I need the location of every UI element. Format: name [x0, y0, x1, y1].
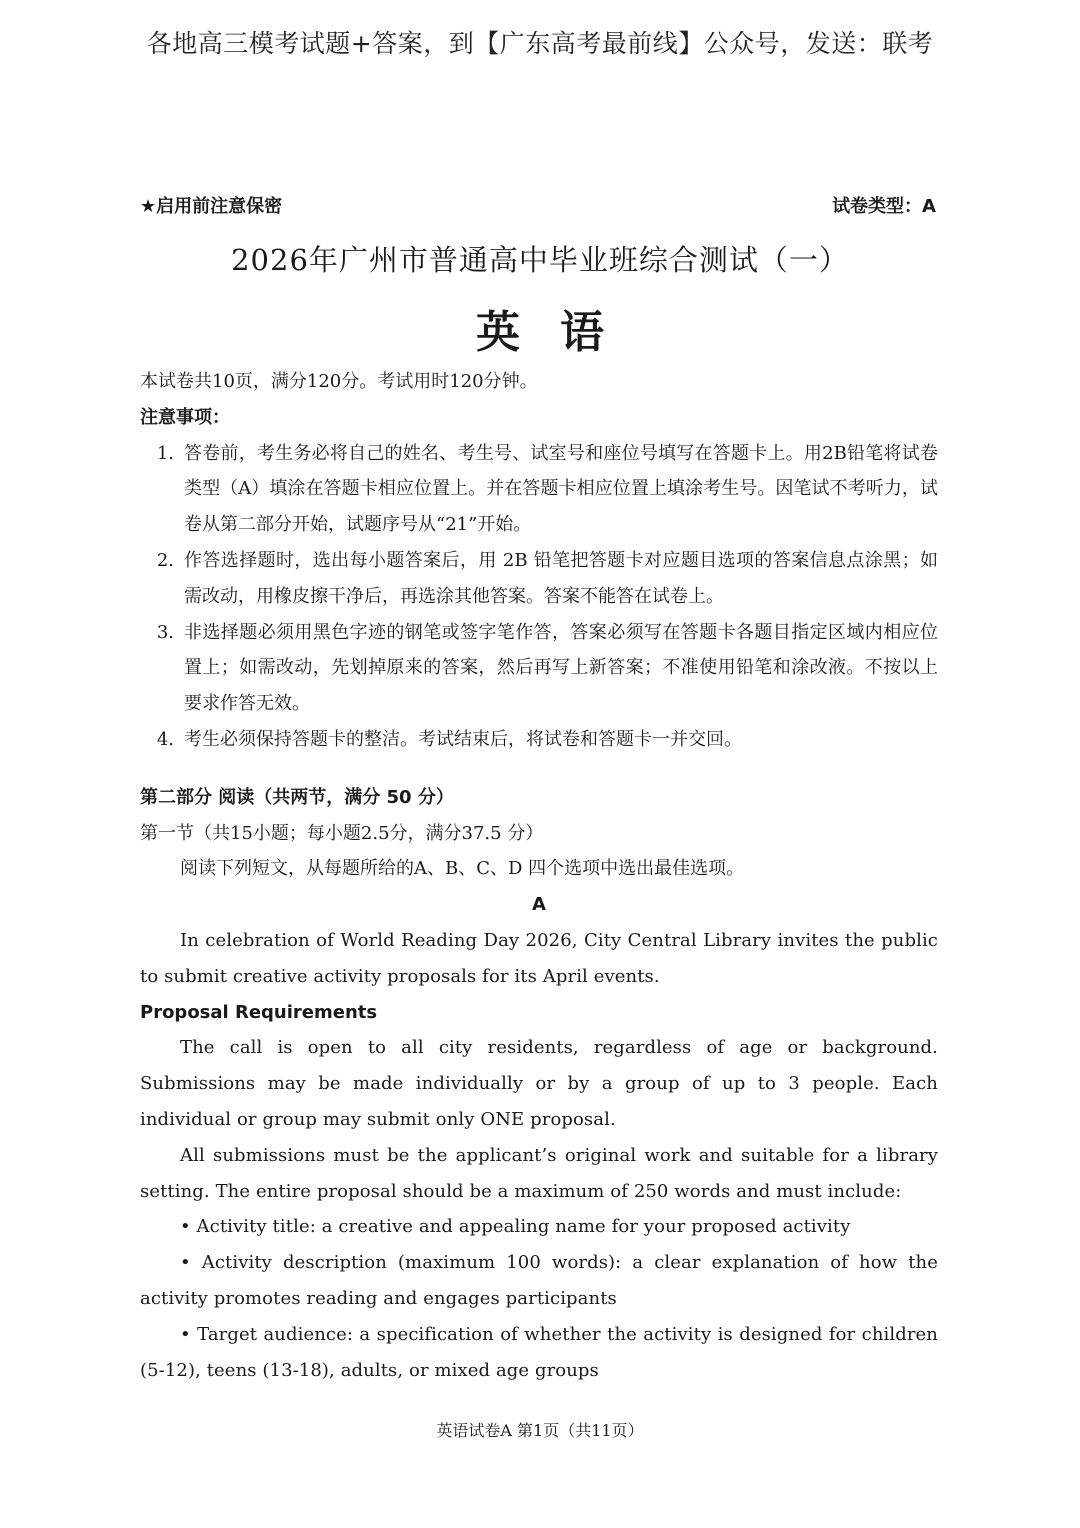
passage-paragraph: The call is open to all city residents, regardless of age or background. Submissions may be made individually or by a group of up to 3 people. Each individual or group may submit only ONE proposal. [140, 1037, 938, 1130]
note-text: 非选择题必须用黑色字迹的钢笔或签字笔作答，答案必须写在答题卡各题目指定区域内相应位置上；如需改动，先划掉原来的答案，然后再写上新答案；不准使用铅笔和涂改液。不按以上要求作答无效。 [184, 621, 938, 715]
header-meta [140, 192, 936, 218]
bullet-item: • Activity title: a creative and appealing name for your proposed activity [180, 1216, 851, 1238]
exam-title: 2026年广州市普通高中毕业班综合测试（一） [231, 243, 849, 277]
bullet-item: • Target audience: a specification of whether the activity is designed for children (5-12), teens (13-18), adults, or mixed age groups [140, 1323, 938, 1381]
subsection-title: 第一节（共15小题；每小题2.5分，满分37.5 分） [140, 822, 544, 844]
section-instruction: 阅读下列短文，从每题所给的A、B、C、D 四个选项中选出最佳选项。 [180, 858, 745, 880]
intro-text: 本试卷共10页，满分120分。考试用时120分钟。 [140, 371, 538, 392]
note-number: 1. [156, 442, 174, 464]
note-text: 考生必须保持答题卡的整洁。考试结束后，将试卷和答题卡一并交回。 [184, 728, 742, 750]
note-number: 2. [156, 549, 174, 571]
spacer [140, 758, 938, 780]
paper-type: 试卷类型：A [832, 196, 936, 217]
subject-title: 英语 [476, 307, 644, 358]
note-item [140, 722, 938, 758]
note-item [140, 615, 938, 722]
secret-note: ★启用前注意保密 [140, 196, 283, 217]
note-item [140, 436, 938, 543]
note-item [140, 543, 938, 615]
passage-heading: Proposal Requirements [140, 1001, 378, 1023]
note-text: 答卷前，考生务必将自己的姓名、考生号、试室号和座位号填写在答题卡上。用2B铅笔将试卷类型（A）填涂在答题卡相应位置上。并在答题卡相应位置上填涂考生号。因笔试不考听力，试卷从第二部分开始，试题序号从“21”开始。 [184, 442, 938, 536]
passage-paragraph: All submissions must be the applicant’s original work and suitable for a library setting. The entire proposal should be a maximum of 250 words and must include: [140, 1144, 938, 1202]
note-number: 4. [156, 728, 174, 750]
notes-heading: 注意事项： [140, 406, 230, 428]
passage-paragraph: In celebration of World Reading Day 2026, City Central Library invites the public to submit creative activity proposals for its April events. [140, 929, 938, 987]
page-footer: 英语试卷A 第1页（共11页） [436, 1421, 644, 1440]
promo-banner: 各地高三模考试题+答案，到【广东高考最前线】公众号，发送：联考 [146, 29, 934, 58]
page-content [140, 364, 938, 1388]
notes-list [140, 436, 938, 758]
bullet-item: • Activity description (maximum 100 words): a clear explanation of how the activity promotes reading and engages participants [140, 1252, 938, 1309]
note-number: 3. [156, 621, 174, 643]
part-title: 第二部分 阅读（共两节，满分 50 分） [140, 786, 454, 808]
passage-label: A [532, 894, 546, 916]
note-text: 作答选择题时，选出每小题答案后，用 2B 铅笔把答题卡对应题目选项的答案信息点涂黑；如需改动，用橡皮擦干净后，再选涂其他答案。答案不能答在试卷上。 [184, 549, 938, 607]
